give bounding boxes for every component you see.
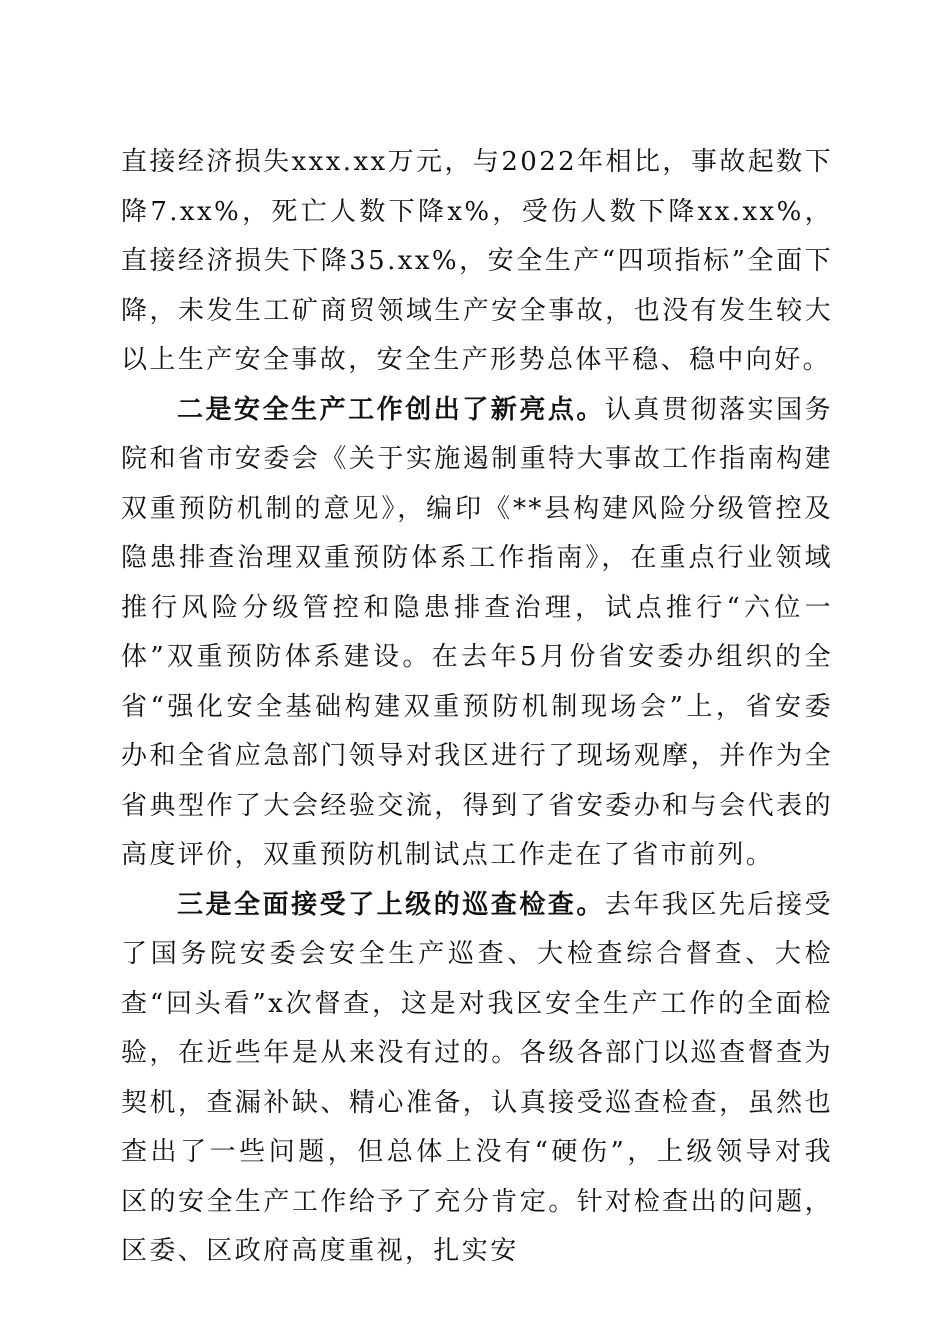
paragraph-3 (121, 881, 833, 1277)
document-body (121, 138, 833, 1277)
paragraph-2 (121, 386, 833, 881)
paragraph-1 (121, 138, 833, 386)
paragraph-1-text: 直接经济损失xxx.xx万元，与2022年相比，事故起数下降7.xx%，死亡人数下降x%，受伤人数下降xx.xx%，直接经济损失下降35.xx%，安全生产“四项指标”全面下降，未发生工矿商贸领域生产安全事故，也没有发生较大以上生产安全事故，安全生产形势总体平稳、稳中向好。 (121, 147, 833, 375)
paragraph-2-lead: 二是安全生产工作创出了新亮点。 (177, 394, 605, 425)
paragraph-3-text: 去年我区先后接受了国务院安委会安全生产巡查、大检查综合督查、大检查“回头看”x次督查，这是对我区安全生产工作的全面检验，在近些年是从来没有过的。各级各部门以巡查督查为契机，查漏补缺、精心准备，认真接受巡查检查，虽然也查出了一些问题，但总体上没有“硬伤”，上级领导对我区的安全生产工作给予了充分肯定。针对检查出的问题，区委、区政府高度重视，扎实安 (121, 889, 833, 1266)
paragraph-3-lead: 三是全面接受了上级的巡查检查。 (177, 889, 605, 920)
paragraph-2-text: 认真贯彻落实国务院和省市安委会《关于实施遏制重特大事故工作指南构建双重预防机制的意见》，编印《**县构建风险分级管控及隐患排查治理双重预防体系工作指南》，在重点行业领域推行风险分级管控和隐患排查治理，试点推行“六位一体”双重预防体系建设。在去年5月份省安委办组织的全省“强化安全基础构建双重预防机制现场会”上，省安委办和全省应急部门领导对我区进行了现场观摩，并作为全省典型作了大会经验交流，得到了省安委办和与会代表的高度评价，双重预防机制试点工作走在了省市前列。 (121, 394, 833, 870)
